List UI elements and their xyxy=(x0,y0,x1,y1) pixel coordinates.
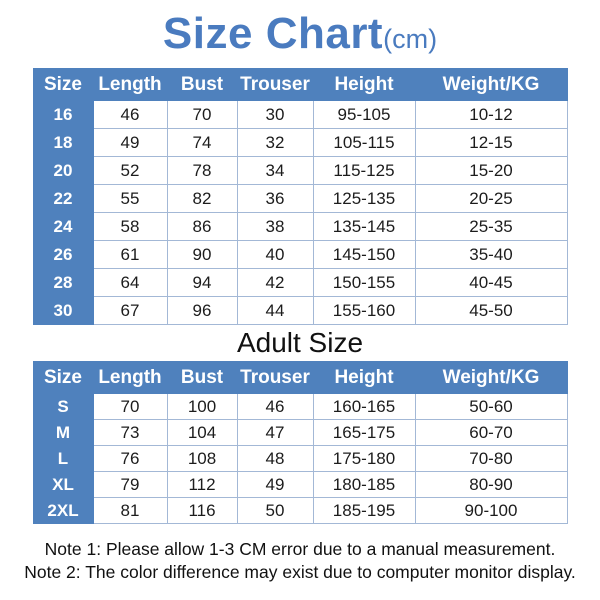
value-cell: 105-115 xyxy=(313,129,415,157)
value-cell: 76 xyxy=(93,446,167,472)
value-cell: 115-125 xyxy=(313,157,415,185)
value-cell: 40 xyxy=(237,241,313,269)
value-cell: 46 xyxy=(93,101,167,129)
table-row xyxy=(33,297,567,325)
value-cell: 96 xyxy=(167,297,237,325)
table-row xyxy=(33,157,567,185)
value-cell: 64 xyxy=(93,269,167,297)
value-cell: 15-20 xyxy=(415,157,567,185)
value-cell: 175-180 xyxy=(313,446,415,472)
value-cell: 90-100 xyxy=(415,498,567,524)
value-cell: 55 xyxy=(93,185,167,213)
value-cell: 82 xyxy=(167,185,237,213)
value-cell: 90 xyxy=(167,241,237,269)
value-cell: 160-165 xyxy=(313,394,415,420)
kids-size-table xyxy=(33,68,568,325)
value-cell: 36 xyxy=(237,185,313,213)
value-cell: 49 xyxy=(237,472,313,498)
table-row xyxy=(33,472,567,498)
adult-table-header xyxy=(33,362,567,394)
value-cell: 125-135 xyxy=(313,185,415,213)
value-cell: 145-150 xyxy=(313,241,415,269)
table-row xyxy=(33,498,567,524)
value-cell: 81 xyxy=(93,498,167,524)
size-cell: 2XL xyxy=(33,498,93,524)
column-header: Bust xyxy=(167,69,237,101)
notes-section xyxy=(0,538,600,584)
size-cell: M xyxy=(33,420,93,446)
value-cell: 185-195 xyxy=(313,498,415,524)
value-cell: 48 xyxy=(237,446,313,472)
size-cell: 24 xyxy=(33,213,93,241)
value-cell: 112 xyxy=(167,472,237,498)
column-header: Length xyxy=(93,69,167,101)
value-cell: 44 xyxy=(237,297,313,325)
value-cell: 34 xyxy=(237,157,313,185)
value-cell: 165-175 xyxy=(313,420,415,446)
column-header: Weight/KG xyxy=(415,362,567,394)
value-cell: 10-12 xyxy=(415,101,567,129)
adult-table-body xyxy=(33,394,567,524)
value-cell: 25-35 xyxy=(415,213,567,241)
column-header: Length xyxy=(93,362,167,394)
size-cell: 16 xyxy=(33,101,93,129)
table-row xyxy=(33,394,567,420)
value-cell: 70-80 xyxy=(415,446,567,472)
column-header: Height xyxy=(313,69,415,101)
adult-size-heading: Adult Size xyxy=(236,327,364,358)
table-row xyxy=(33,420,567,446)
value-cell: 70 xyxy=(93,394,167,420)
value-cell: 94 xyxy=(167,269,237,297)
value-cell: 70 xyxy=(167,101,237,129)
value-cell: 80-90 xyxy=(415,472,567,498)
value-cell: 155-160 xyxy=(313,297,415,325)
value-cell: 49 xyxy=(93,129,167,157)
column-header: Trouser xyxy=(237,362,313,394)
column-header: Bust xyxy=(167,362,237,394)
value-cell: 180-185 xyxy=(313,472,415,498)
value-cell: 79 xyxy=(93,472,167,498)
value-cell: 78 xyxy=(167,157,237,185)
note-1: Note 1: Please allow 1-3 CM error due to a manual measurement. xyxy=(44,539,556,559)
table-row xyxy=(33,241,567,269)
size-cell: 26 xyxy=(33,241,93,269)
value-cell: 100 xyxy=(167,394,237,420)
page-title-unit: (cm) xyxy=(383,24,438,54)
value-cell: 45-50 xyxy=(415,297,567,325)
value-cell: 150-155 xyxy=(313,269,415,297)
value-cell: 40-45 xyxy=(415,269,567,297)
column-header: Weight/KG xyxy=(415,69,567,101)
value-cell: 46 xyxy=(237,394,313,420)
size-cell: S xyxy=(33,394,93,420)
kids-table-header xyxy=(33,69,567,101)
value-cell: 30 xyxy=(237,101,313,129)
value-cell: 50 xyxy=(237,498,313,524)
size-cell: 18 xyxy=(33,129,93,157)
value-cell: 12-15 xyxy=(415,129,567,157)
value-cell: 32 xyxy=(237,129,313,157)
value-cell: 108 xyxy=(167,446,237,472)
size-cell: 22 xyxy=(33,185,93,213)
value-cell: 95-105 xyxy=(313,101,415,129)
value-cell: 20-25 xyxy=(415,185,567,213)
table-row xyxy=(33,185,567,213)
page-title-text: Size Chart xyxy=(162,9,384,58)
value-cell: 116 xyxy=(167,498,237,524)
value-cell: 38 xyxy=(237,213,313,241)
size-cell: 20 xyxy=(33,157,93,185)
table-row xyxy=(33,269,567,297)
table-row xyxy=(33,129,567,157)
kids-table-body xyxy=(33,101,567,325)
value-cell: 35-40 xyxy=(415,241,567,269)
value-cell: 104 xyxy=(167,420,237,446)
value-cell: 50-60 xyxy=(415,394,567,420)
value-cell: 135-145 xyxy=(313,213,415,241)
value-cell: 42 xyxy=(237,269,313,297)
value-cell: 61 xyxy=(93,241,167,269)
value-cell: 52 xyxy=(93,157,167,185)
page-title xyxy=(0,5,600,63)
value-cell: 58 xyxy=(93,213,167,241)
size-cell: L xyxy=(33,446,93,472)
adult-size-table xyxy=(33,361,568,524)
size-cell: 30 xyxy=(33,297,93,325)
value-cell: 86 xyxy=(167,213,237,241)
column-header: Size xyxy=(33,362,93,394)
value-cell: 60-70 xyxy=(415,420,567,446)
table-row xyxy=(33,213,567,241)
value-cell: 67 xyxy=(93,297,167,325)
column-header: Size xyxy=(33,69,93,101)
table-row xyxy=(33,101,567,129)
value-cell: 47 xyxy=(237,420,313,446)
column-header: Trouser xyxy=(237,69,313,101)
size-cell: XL xyxy=(33,472,93,498)
table-row xyxy=(33,446,567,472)
value-cell: 74 xyxy=(167,129,237,157)
note-2: Note 2: The color difference may exist due to computer monitor display. xyxy=(24,562,576,582)
column-header: Height xyxy=(313,362,415,394)
size-cell: 28 xyxy=(33,269,93,297)
value-cell: 73 xyxy=(93,420,167,446)
